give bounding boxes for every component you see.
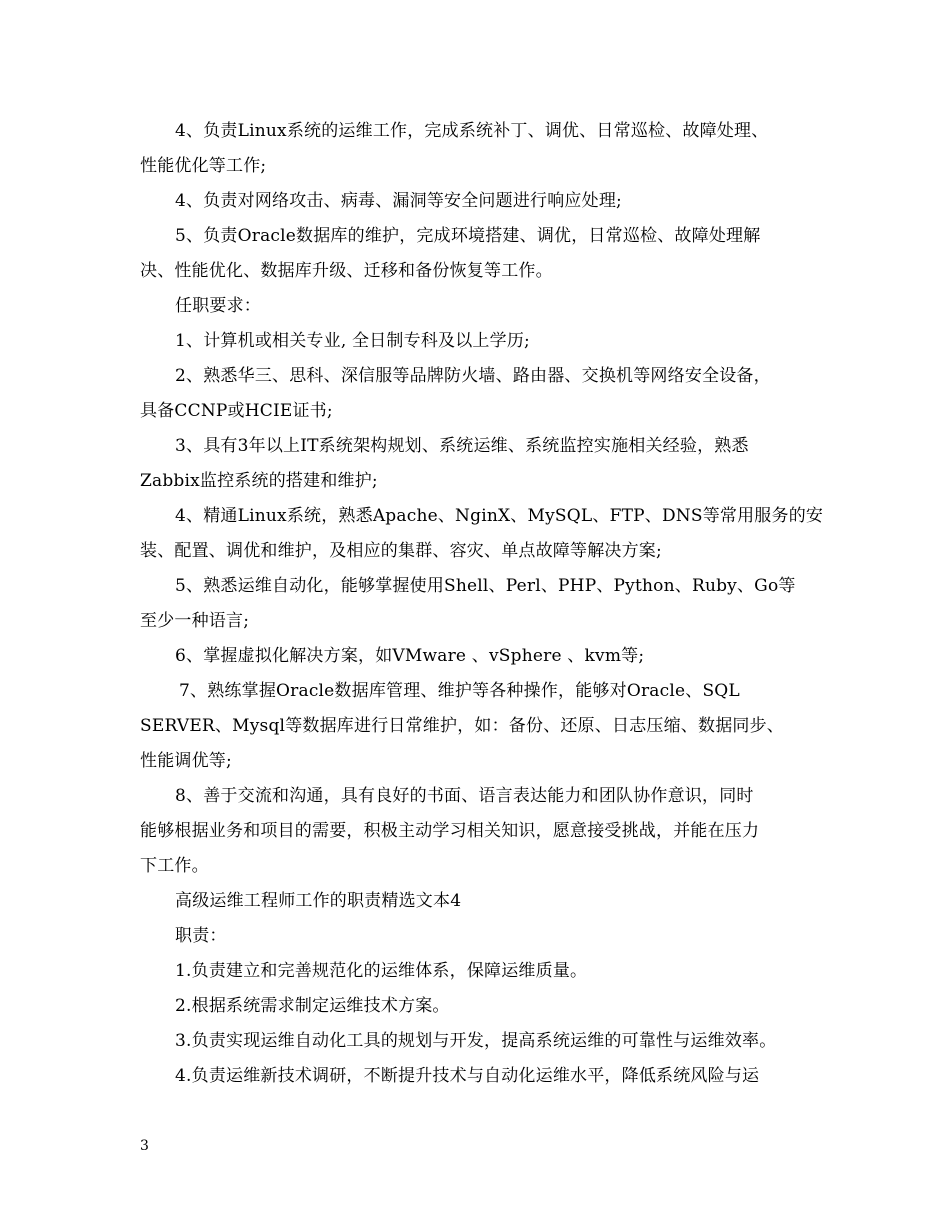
section-heading: 职责： — [175, 926, 227, 946]
text-line: 下工作。 — [140, 856, 209, 876]
page-number: 3 — [140, 1138, 149, 1154]
text-line: 能够根据业务和项目的需要，积极主动学习相关知识，愿意接受挑战，并能在压力 — [140, 821, 760, 841]
text-line: 性能优化等工作; — [140, 156, 267, 176]
text-line: 8、善于交流和沟通，具有良好的书面、语言表达能力和团队协作意识，同时 — [175, 786, 754, 806]
text-line: 4.负责运维新技术调研，不断提升技术与自动化运维水平，降低系统风险与运 — [175, 1066, 760, 1086]
section-heading: 任职要求： — [175, 296, 261, 316]
text-line: 具备CCNP或HCIE证书; — [140, 401, 333, 421]
text-line: 6、掌握虚拟化解决方案，如VMware 、vSphere 、kvm等; — [175, 646, 645, 666]
text-line: 4、负责Linux系统的运维工作，完成系统补丁、调优、日常巡检、故障处理、 — [175, 121, 769, 141]
text-line: 性能调优等; — [140, 751, 232, 771]
text-line: 2.根据系统需求制定运维技术方案。 — [175, 996, 450, 1016]
text-line: 7、熟练掌握Oracle数据库管理、维护等各种操作，能够对Oracle、SQL — [179, 681, 740, 701]
text-line: 装、配置、调优和维护，及相应的集群、容灾、单点故障等解决方案; — [140, 541, 662, 561]
text-line: 3、具有3年以上IT系统架构规划、系统运维、系统监控实施相关经验，熟悉 — [175, 436, 749, 456]
text-line: 决、性能优化、数据库升级、迁移和备份恢复等工作。 — [140, 261, 553, 281]
text-line: 至少一种语言; — [140, 611, 250, 631]
text-line: 5、熟悉运维自动化，能够掌握使用Shell、Perl、PHP、Python、Ruby、Go等 — [175, 576, 796, 596]
text-line: 5、负责Oracle数据库的维护，完成环境搭建、调优，日常巡检、故障处理解 — [175, 226, 761, 246]
text-line: 3.负责实现运维自动化工具的规划与开发，提高系统运维的可靠性与运维效率。 — [175, 1031, 777, 1051]
text-line: Zabbix监控系统的搭建和维护; — [140, 471, 378, 491]
section-title: 高级运维工程师工作的职责精选文本4 — [175, 891, 462, 911]
text-line: 1.负责建立和完善规范化的运维体系，保障运维质量。 — [175, 961, 588, 981]
text-line: 4、负责对网络攻击、病毒、漏洞等安全问题进行响应处理; — [175, 191, 622, 211]
text-line: 2、熟悉华三、思科、深信服等品牌防火墙、路由器、交换机等网络安全设备， — [175, 366, 771, 386]
text-line: 4、精通Linux系统，熟悉Apache、NginX、MySQL、FTP、DNS等常用服务的安 — [175, 506, 824, 526]
text-line: 1、计算机或相关专业, 全日制专科及以上学历; — [175, 331, 530, 351]
text-line: SERVER、Mysql等数据库进行日常维护，如：备份、还原、日志压缩、数据同步、 — [140, 716, 784, 736]
